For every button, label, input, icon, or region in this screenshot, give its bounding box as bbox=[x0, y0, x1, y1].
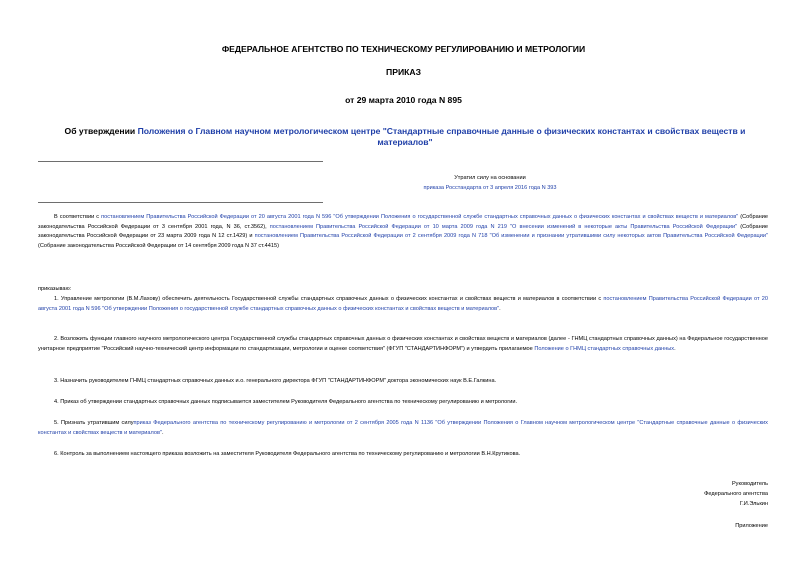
preamble-link-718[interactable]: постановлением Правительства Российской Федерации от 2 сентября 2009 года N 718 "Об изменении и признании утратившими силу некоторых актов Правительства Российской Федерации" bbox=[254, 233, 768, 239]
item-1-end: . bbox=[499, 305, 501, 312]
item-1-text: 1. Управление метрологии (В.М.Лахову) обеспечить деятельность Государственной службы стандартных справочных данных о физических константах и свойствах веществ и материалов в соответствии с bbox=[54, 296, 604, 302]
lost-force-note: Утратил силу на основании bbox=[454, 175, 526, 181]
item-2-text: 2. Возложить функции главного научного метрологического центра Государственной службы стандартных справочных данных о физических константах и свойствах веществ и материалов (далее - ГНМЦ стандартных справочных данных) на Федеральное государственное унитарное предприятие "Российский научно-технический центр информации по стандартизации, метрологии и оценке соответствия" (ФГУП "СТАНДАРТИНФОРМ") и утвердить прилагаемое bbox=[38, 336, 768, 352]
divider-bottom bbox=[38, 202, 323, 203]
item-1-link[interactable]: постановлением Правительства Российской Федерации от 20 августа 2001 года N 596 "Об утверждении Положения о государственной службе стандартных справочных данных о физических константах и свойствах веществ и материалов" bbox=[38, 296, 768, 312]
preamble-text-1: В соответствии с bbox=[54, 214, 102, 220]
preamble-link-219[interactable]: постановлением Правительства Российской Федерации от 10 марта 2009 года N 219 "О внесении изменений в некоторые акты Правительства Российской Федерации" bbox=[269, 223, 738, 230]
order-word: приказываю: bbox=[38, 286, 72, 292]
order-item-1 bbox=[38, 295, 768, 314]
preamble-link-596[interactable]: постановлением Правительства Российской Федерации от 20 августа 2001 года N 596 "Об утверждении Положения о государственной службе стандартных справочных данных о физических константах и свойствах веществ и материалов" bbox=[101, 214, 739, 220]
order-item-3 bbox=[38, 377, 768, 387]
preamble-text-3: (Собрание законодательства Российской Федерации от 23 марта 2009 года N 12 ст.1429) и bbox=[38, 223, 768, 239]
order-item-6 bbox=[38, 450, 768, 460]
item-3-text: 3. Назначить руководителем ГНМЦ стандартных справочных данных и.о. генерального директора ФГУП "СТАНДАРТИНФОРМ" доктора экономических наук В.Е.Галкина. bbox=[54, 378, 497, 384]
item-2-link[interactable]: Положение о ГНМЦ стандартных справочных данных bbox=[534, 345, 675, 352]
title-prefix: Об утверждении bbox=[64, 126, 138, 136]
item-4-text: 4. Приказ об утверждении стандартных справочных данных подписывается заместителем Руководителя Федерального агентства по техническому регулированию и метрологии. bbox=[54, 399, 518, 405]
signature-title: Руководитель bbox=[731, 481, 768, 487]
preamble-text-2: (Собрание законодательства Российской Федерации от 3 сентября 2001 года, N 36, ст.3562), bbox=[38, 214, 769, 230]
lost-force-link[interactable]: приказа Росстандарта от 3 апреля 2016 года N 393 bbox=[423, 185, 557, 191]
order-item-4 bbox=[38, 398, 768, 408]
item-5-text: 5. Признать утратившим силу bbox=[54, 420, 134, 426]
document-type-heading: ПРИКАЗ bbox=[386, 67, 421, 77]
item-5-end: . bbox=[161, 429, 164, 436]
document-title bbox=[50, 126, 760, 148]
signature-name: Г.И.Элькин bbox=[739, 501, 768, 507]
document-date: от 29 марта 2010 года N 895 bbox=[345, 95, 462, 105]
item-2-end: . bbox=[674, 345, 676, 352]
item-5-link[interactable]: приказ Федерального агентства по техническому регулированию и метрологии от 2 сентября 2005 года N 1136 "Об утверждении Положения о Главном научном метрологическом центре "Стандартные справочные данные о физических константах и свойствах веществ и материалов" bbox=[38, 420, 768, 436]
divider-top bbox=[38, 161, 323, 162]
agency-heading: ФЕДЕРАЛЬНОЕ АГЕНТСТВО ПО ТЕХНИЧЕСКОМУ РЕГУЛИРОВАНИЮ И МЕТРОЛОГИИ bbox=[221, 44, 586, 54]
appendix-label: Приложение bbox=[735, 523, 768, 529]
preamble-text-4: (Собрание законодательства Российской Федерации от 14 сентября 2009 года N 37 ст.4415) bbox=[38, 242, 279, 249]
item-6-text: 6. Контроль за выполнением настоящего приказа возложить на заместителя Руководителя Федерального агентства по техническому регулированию и метрологии В.Н.Крутикова. bbox=[54, 451, 521, 457]
signature-agency: Федерального агентства bbox=[704, 491, 768, 497]
order-item-5 bbox=[38, 419, 768, 438]
preamble-paragraph bbox=[38, 213, 768, 251]
order-item-2 bbox=[38, 335, 768, 354]
title-link[interactable]: Положения о Главном научном метрологическом центре "Стандартные справочные данные о физических константах и свойствах веществ и материалов" bbox=[137, 126, 746, 147]
